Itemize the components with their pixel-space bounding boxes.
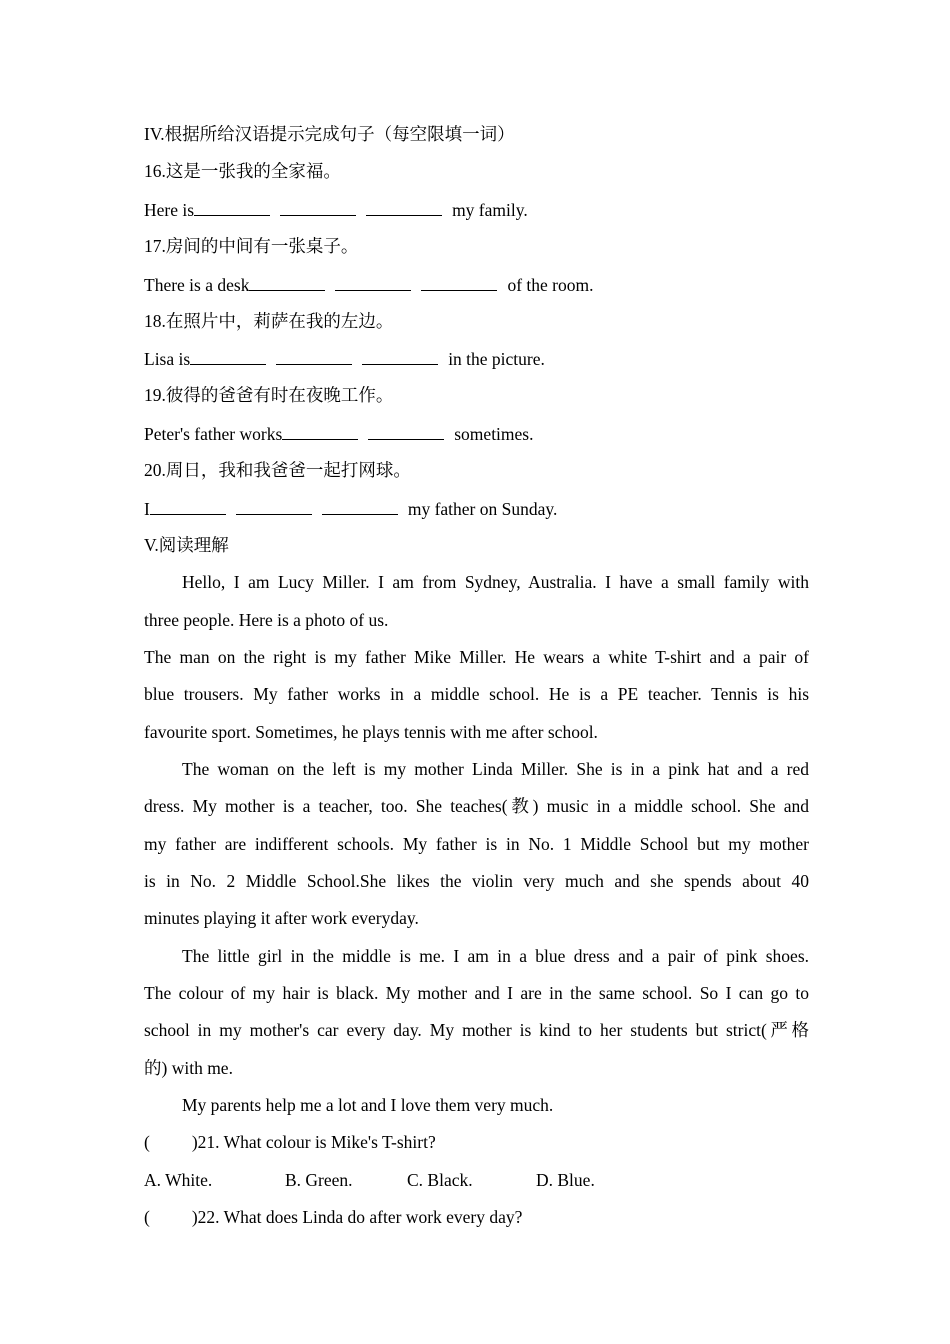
- blank-field[interactable]: [194, 198, 270, 216]
- item-18-sentence: [144, 347, 809, 370]
- question-22-stem: )22. What does Linda do after work every day?: [191, 1207, 523, 1227]
- item-18-after: in the picture.: [448, 349, 545, 369]
- passage-line: three people. Here is a photo of us.: [144, 610, 389, 630]
- passage-line: is in No. 2 Middle School.She likes the violin very much and she spends about 40: [144, 871, 809, 891]
- passage-line: The woman on the left is my mother Linda Miller. She is in a pink hat and a red: [182, 759, 809, 779]
- blank-field[interactable]: [190, 347, 266, 365]
- item-20-before: I: [144, 499, 150, 519]
- blank-field[interactable]: [335, 273, 411, 291]
- passage-line: my father are indifferent schools. My father is in No. 1 Middle School but my mother: [144, 834, 809, 854]
- option-d[interactable]: D. Blue.: [536, 1170, 595, 1190]
- item-19-sentence: [144, 422, 809, 445]
- option-b[interactable]: B. Green.: [285, 1170, 353, 1190]
- item-20-chinese: 20.周日，我和我爸爸一起打网球。: [144, 460, 411, 480]
- item-16-sentence: [144, 198, 809, 221]
- blank-field[interactable]: [150, 497, 226, 515]
- passage-line: 的) with me.: [144, 1058, 233, 1078]
- passage-line: minutes playing it after work everyday.: [144, 908, 419, 928]
- item-17-after: of the room.: [507, 275, 594, 295]
- blank-field[interactable]: [280, 198, 356, 216]
- passage-line: My parents help me a lot and I love them very much.: [182, 1095, 554, 1115]
- blank-field[interactable]: [236, 497, 312, 515]
- item-19-after: sometimes.: [454, 424, 534, 444]
- question-21: [144, 1131, 809, 1153]
- item-18-before: Lisa is: [144, 349, 191, 369]
- section-4-heading: IV.根据所给汉语提示完成句子（每空限填一词）: [144, 124, 515, 144]
- blank-field[interactable]: [366, 198, 442, 216]
- passage-line: favourite sport. Sometimes, he plays tennis with me after school.: [144, 722, 598, 742]
- question-22: [144, 1206, 809, 1228]
- item-16-before: Here is: [144, 200, 195, 220]
- blank-field[interactable]: [362, 347, 438, 365]
- passage-line: The man on the right is my father Mike Miller. He wears a white T-shirt and a pair of: [144, 647, 809, 667]
- item-16-chinese: 16.这是一张我的全家福。: [144, 161, 341, 181]
- answer-paren-open: (: [144, 1207, 150, 1227]
- item-17-sentence: [144, 273, 809, 296]
- blank-field[interactable]: [322, 497, 398, 515]
- section-5-heading: V.阅读理解: [144, 535, 229, 555]
- blank-field[interactable]: [249, 273, 325, 291]
- passage-line: The colour of my hair is black. My mother and I are in the same school. So I can go to: [144, 983, 809, 1003]
- passage-line: dress. My mother is a teacher, too. She teaches(教) music in a middle school. She and: [144, 796, 809, 816]
- question-21-options: [144, 1169, 809, 1191]
- blank-field[interactable]: [421, 273, 497, 291]
- blank-field[interactable]: [368, 422, 444, 440]
- item-20-after: my father on Sunday.: [407, 499, 558, 519]
- passage-line: school in my mother's car every day. My mother is kind to her students but strict(严格: [144, 1020, 809, 1040]
- item-19-before: Peter's father works: [144, 424, 283, 444]
- passage-line: The little girl in the middle is me. I am in a blue dress and a pair of pink shoes.: [182, 946, 809, 966]
- item-17-chinese: 17.房间的中间有一张桌子。: [144, 236, 359, 256]
- item-18-chinese: 18.在照片中，莉萨在我的左边。: [144, 311, 394, 331]
- blank-field[interactable]: [282, 422, 358, 440]
- item-17-before: There is a desk: [144, 275, 250, 295]
- item-16-after: my family.: [452, 200, 528, 220]
- blank-field[interactable]: [276, 347, 352, 365]
- answer-paren-open: (: [144, 1132, 150, 1152]
- question-21-stem: )21. What colour is Mike's T-shirt?: [191, 1132, 436, 1152]
- passage-line: blue trousers. My father works in a middle school. He is a PE teacher. Tennis is his: [144, 684, 809, 704]
- item-19-chinese: 19.彼得的爸爸有时在夜晚工作。: [144, 385, 394, 405]
- option-c[interactable]: C. Black.: [407, 1170, 473, 1190]
- option-a[interactable]: A. White.: [144, 1170, 213, 1190]
- passage-line: Hello, I am Lucy Miller. I am from Sydney, Australia. I have a small family with: [182, 572, 809, 592]
- item-20-sentence: [144, 497, 809, 520]
